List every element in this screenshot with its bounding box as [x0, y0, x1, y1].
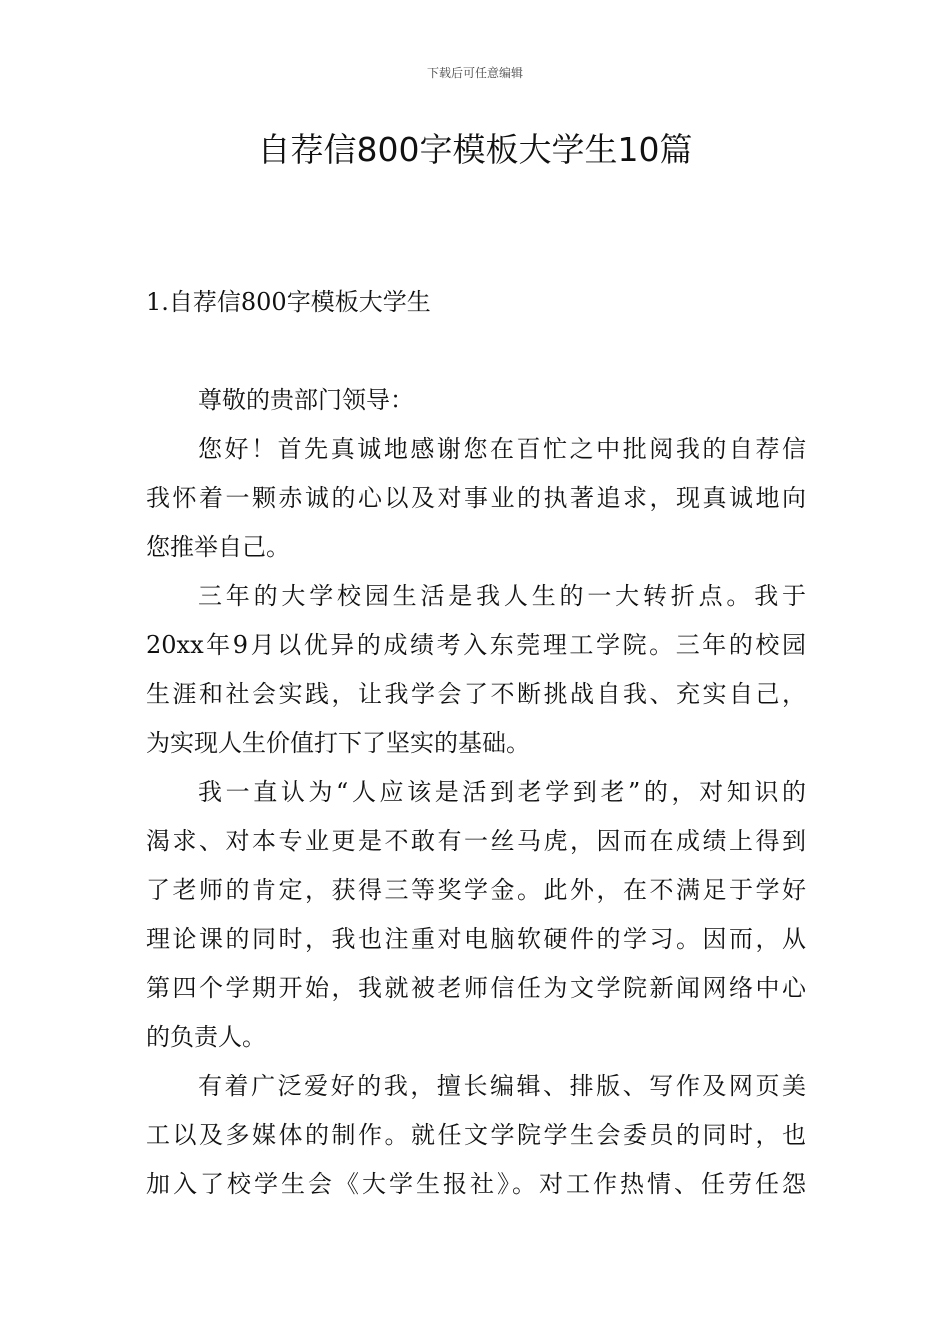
paragraph-line: 第四个学期开始，我就被老师信任为文学院新闻网络中心	[146, 974, 806, 1002]
paragraph-line: 工以及多媒体的制作。就任文学院学生会委员的同时，也	[146, 1121, 806, 1149]
paragraph-line: 生涯和社会实践，让我学会了不断挑战自我、充实自己，	[146, 680, 806, 708]
paragraph-line: 了老师的肯定，获得三等奖学金。此外，在不满足于学好	[146, 876, 806, 904]
paragraph-line: 渴求、对本专业更是不敢有一丝马虎，因而在成绩上得到	[146, 827, 806, 855]
body-paragraph	[146, 572, 806, 768]
paragraph-line: 我怀着一颗赤诚的心以及对事业的执著追求，现真诚地向	[146, 484, 806, 512]
body-paragraph	[146, 768, 806, 1062]
paragraph-line: 三年的大学校园生活是我人生的一大转折点。我于	[198, 582, 806, 610]
paragraph-line: 您好！首先真诚地感谢您在百忙之中批阅我的自荐信	[198, 435, 806, 463]
body-paragraph	[146, 425, 806, 572]
document-title: 自荐信800字模板大学生10篇	[257, 130, 693, 169]
paragraph-line: 您推举自己。	[146, 533, 290, 561]
paragraph-line: 尊敬的贵部门领导：	[198, 386, 414, 414]
letter-body	[146, 376, 806, 1209]
paragraph-line: 20xx年9月以优异的成绩考入东莞理工学院。三年的校园	[146, 631, 806, 659]
salutation-paragraph	[146, 376, 806, 425]
paragraph-line: 理论课的同时，我也注重对电脑软硬件的学习。因而，从	[146, 925, 806, 953]
header-note: 下载后可任意编辑	[426, 66, 523, 80]
paragraph-line: 为实现人生价值打下了坚实的基础。	[146, 729, 530, 757]
paragraph-line: 加入了校学生会《大学生报社》。对工作热情、任劳任怨	[146, 1170, 806, 1198]
section-heading: 1.自荐信800字模板大学生	[146, 288, 431, 316]
paragraph-line: 我一直认为“人应该是活到老学到老”的，对知识的	[198, 778, 806, 806]
paragraph-line: 的负责人。	[146, 1023, 266, 1051]
paragraph-line: 有着广泛爱好的我，擅长编辑、排版、写作及网页美	[198, 1072, 806, 1100]
body-paragraph	[146, 1062, 806, 1209]
